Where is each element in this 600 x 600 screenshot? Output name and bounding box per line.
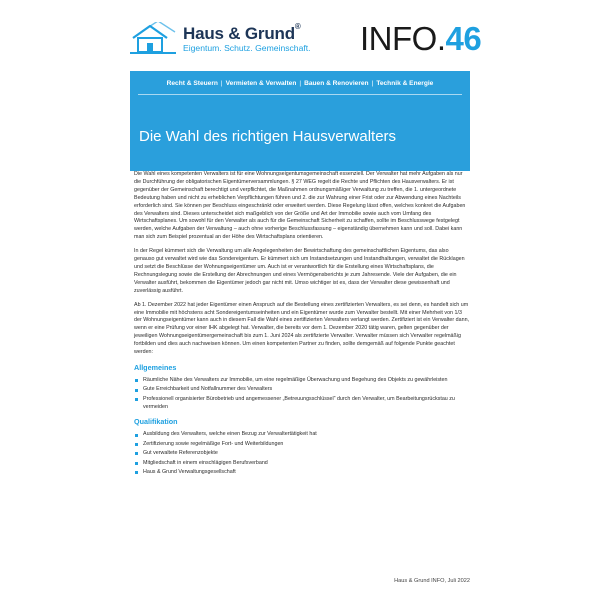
section-heading: Qualifikation — [134, 417, 178, 427]
nav-item[interactable]: Bauen & Renovieren — [304, 80, 369, 87]
body-paragraph: Ab 1. Dezember 2022 hat jeder Eigentümer einen Anspruch auf die Bestellung eines zertifizierten Verwalters, es sei denn, es handelt sich um eine Immobilie mit höchstens acht Sondereigentumseinheiten und ein Eigentümer wurde zum Verwalter bestellt. Mit einer Mehrheit von 1/3 der Wohnungseigentümer kann auch in diesem Fall die Wahl eines zertifizierten Verwalters verlangt werden. Zertifiziert ist ein Verwalter dann, wenn er eine Prüfung vor einer IHK abgelegt hat. Verwalter, die bereits vor dem 1. Dezember 2020 tätig waren, gelten gegenüber der jeweiligen Wohnungseigentümergemeinschaft bis zum 1. Juni 2024 als zertifizierte Verwalter. Verwalter müssen sich Verwalter regelmäßig fortbilden und dies auch nachweisen können. Um einen kompetenten Partner zu finden, sollte demgemäß auf folgende Punkte geachtet werden: — [134, 301, 470, 356]
nav-item[interactable]: Recht & Steuern — [166, 80, 218, 87]
bullet-list — [134, 431, 470, 477]
nav-separator: | — [371, 80, 374, 87]
info-issue-number: 46 — [445, 20, 482, 57]
body-paragraph: Die Wahl eines kompetenten Verwalters ist für eine Wohnungseigentumsgemeinschaft essenziell. Der Verwalter hat mehr Aufgaben als nur die Durchführung der obligatorischen Eigentümerversammlungen. § 27 WEG regelt die Rechte und Pflichten des Hausverwalters. Er ist gegenüber der Gemeinschaft berechtigt und verpflichtet, die Maßnahmen ordnungsmäßiger Verwaltung zu treffen, die 1. untergeordnete Bedeutung haben und nicht zu erheblichen Verpflichtungen führen und 2. die zur Wahrung einer Frist oder zur Abwendung eines Nachteils erforderlich sind. Sie können per Beschluss eingeschränkt oder erweitert werden. Diese Regelung lässt offen, welches konkret die Aufgaben des Verwalters sind. Dieses unterscheidet sich maßgeblich von der Größe und Art der Immobilie sowie auch vom Umfang des Wirtschaftsplanes. Um sowohl für den Verwalter als auch für die Gemeinschaft Sicherheit zu schaffen, sollte im Beschlusswege festgelegt werden, welche Aufgaben der Verwaltung – auch ohne vorherige Beschlussfassung – eigenständig übernehmen kann und soll. Dabei kann man sich zum Beispiel prozentual an der Höhe des Wirtschaftsplans orientieren. — [134, 171, 466, 241]
bullet-item: Gut verwaltete Referenzobjekte — [134, 450, 470, 458]
page-footer: Haus & Grund INFO, Juli 2022 — [394, 578, 470, 584]
title-banner — [130, 71, 470, 171]
category-nav — [130, 80, 470, 87]
bullet-item: Räumliche Nähe des Verwalters zur Immobilie, um eine regelmäßige Überwachung und Begehung des Objekts zu gewährleisten — [134, 377, 470, 385]
bullet-list — [134, 377, 470, 412]
bullet-item: Zertifizierung sowie regelmäßige Fort- und Weiterbildungen — [134, 441, 470, 449]
nav-divider — [138, 94, 462, 95]
info-issue-label: INFO.46 — [360, 20, 482, 57]
house-logo-icon — [130, 22, 178, 56]
page-title: Die Wahl des richtigen Hausverwalters — [139, 128, 397, 145]
bullet-item: Haus & Grund Verwaltungsgesellschaft — [134, 469, 470, 477]
nav-separator: | — [220, 80, 223, 87]
nav-item[interactable]: Technik & Energie — [376, 80, 434, 87]
nav-item[interactable]: Vermieten & Verwalten — [225, 80, 297, 87]
section-heading: Allgemeines — [134, 362, 177, 372]
article-body — [134, 171, 470, 481]
bullet-item: Mitgliedschaft in einem einschlägigen Berufsverband — [134, 460, 470, 468]
bullet-item: Gute Erreichbarkeit und Notfallnummer des Verwalters — [134, 386, 470, 394]
body-paragraph: In der Regel kümmert sich die Verwaltung um alle Angelegenheiten der Bewirtschaftung des gemeinschaftlichen Eigentums, das also genauso gut verwaltet wird wie das Sondereigentum. Er kümmert sich um Instandsetzungen und Instandhaltungen, verwaltet die Rücklagen und setzt die Beschlüsse der Wohnungseigentümer um. Auch ist er verantwortlich für die Erstellung eines Wirtschaftsplans, die Rechnungslegung sowie die Erstellung der Abrechnungen und eines Vermögensberichts je zum Jahresende. Viele der Aufgaben, die ein Verwalter ausführt, bekommen die Eigentümer jedoch gar nicht mit. Umso wichtiger ist es, dass der Verwalter diese gewissenhaft und zuverlässig ausführt. — [134, 248, 465, 294]
brand-name: Haus & Grund® — [183, 22, 301, 43]
document-page — [113, 0, 487, 600]
nav-separator: | — [299, 80, 302, 87]
brand-slogan: Eigentum. Schutz. Gemeinschaft. — [183, 43, 311, 53]
bullet-item: Professionell organisierter Bürobetrieb und angemessener „Betreuungsschlüssel“ durch den Verwalter, um Bearbeitungsrückstau zu vermeiden — [134, 396, 470, 412]
bullet-item: Ausbildung des Verwalters, welche einen Bezug zur Verwaltertätigkeit hat — [134, 431, 470, 439]
